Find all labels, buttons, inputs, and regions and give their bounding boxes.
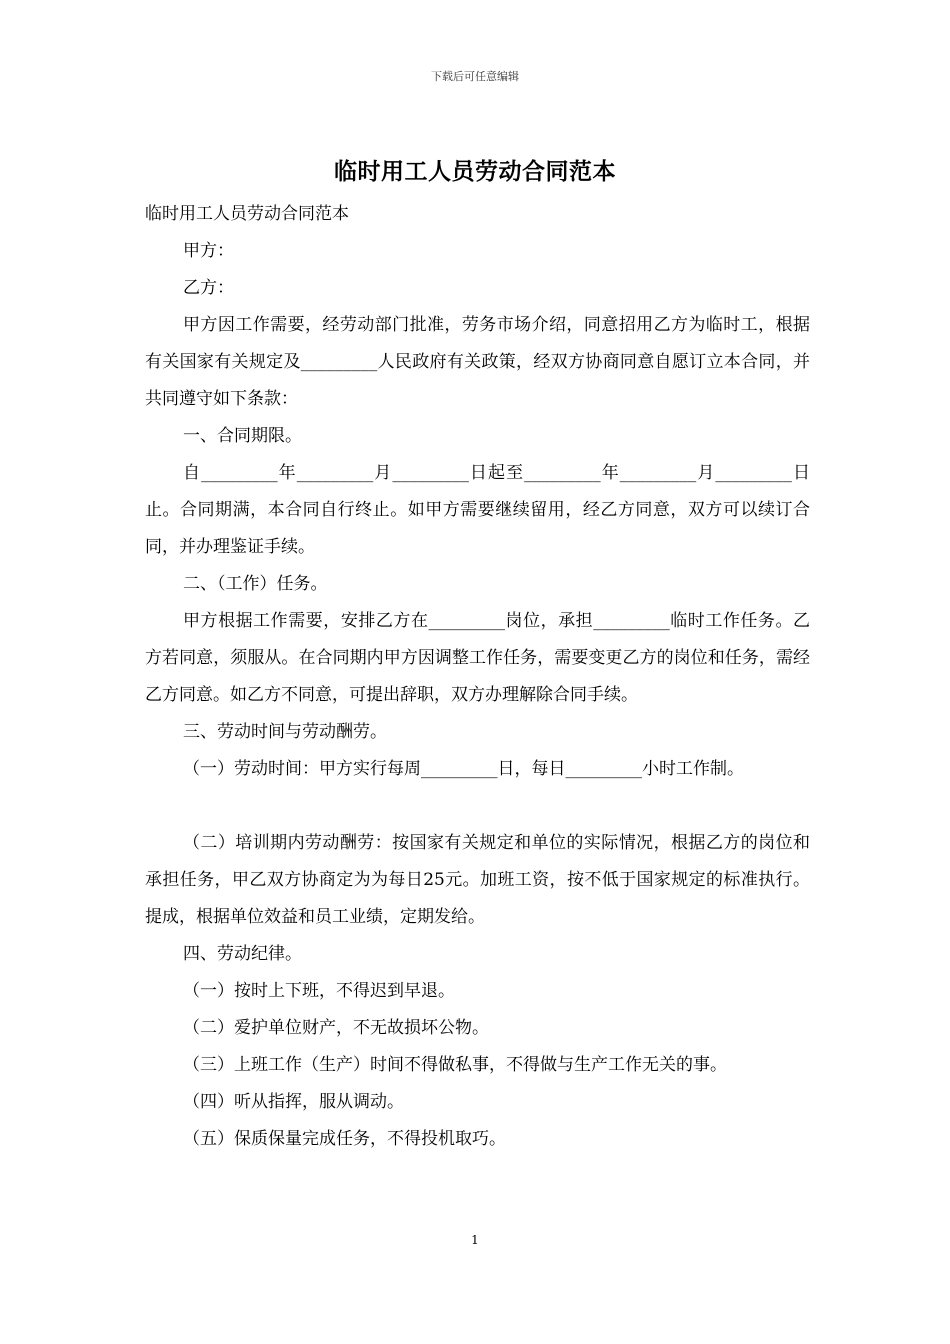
party-a-line: 甲方： (183, 241, 234, 261)
section-heading-task: 二、（工作）任务。 (183, 574, 328, 594)
discipline-item: （二）爱护单位财产，不无故损坏公物。 (183, 1018, 489, 1038)
discipline-item: （四）听从指挥，服从调动。 (183, 1092, 404, 1112)
term-paragraph: 自_________年_________月_________日起至_________年_________月_________日止。合同期满，本合同自行终止。如甲方需要继续留用，经乙方同意，双方可以续订合同，并办理鉴证手续。 (145, 463, 810, 557)
discipline-item: （三）上班工作（生产）时间不得做私事，不得做与生产工作无关的事。 (183, 1055, 727, 1075)
hours-paragraph: （一）劳动时间：甲方实行每周_________日，每日_________小时工作制。 (183, 759, 744, 779)
discipline-item: （一）按时上下班，不得迟到早退。 (183, 981, 455, 1001)
document-body (145, 196, 810, 1158)
section-heading-discipline: 四、劳动纪律。 (183, 944, 302, 964)
page-number: 1 (471, 1233, 479, 1247)
pay-paragraph: （二）培训期内劳动酬劳：按国家有关规定和单位的实际情况，根据乙方的岗位和承担任务，甲乙双方协商定为为每日25元。加班工资，按不低于国家规定的标准执行。提成，根据单位效益和员工业绩，定期发给。 (145, 833, 810, 927)
discipline-item: （五）保质保量完成任务，不得投机取巧。 (183, 1129, 506, 1149)
document-title: 临时用工人员劳动合同范本 (334, 158, 616, 185)
preamble-paragraph: 甲方因工作需要，经劳动部门批准，劳务市场介绍，同意招用乙方为临时工，根据有关国家有关规定及_________人民政府有关政策，经双方协商同意自愿订立本合同，并共同遵守如下条款： (145, 315, 810, 409)
section-heading-term: 一、合同期限。 (183, 426, 302, 446)
party-b-line: 乙方： (183, 278, 234, 298)
section-heading-hours-pay: 三、劳动时间与劳动酬劳。 (183, 722, 387, 742)
page-header-note: 下载后可任意编辑 (431, 70, 519, 83)
subtitle-paragraph: 临时用工人员劳动合同范本 (145, 204, 349, 224)
task-paragraph: 甲方根据工作需要，安排乙方在_________岗位，承担_________临时工作任务。乙方若同意，须服从。在合同期内甲方因调整工作任务，需要变更乙方的岗位和任务，需经乙方同意。如乙方不同意，可提出辞职，双方办理解除合同手续。 (145, 611, 810, 705)
